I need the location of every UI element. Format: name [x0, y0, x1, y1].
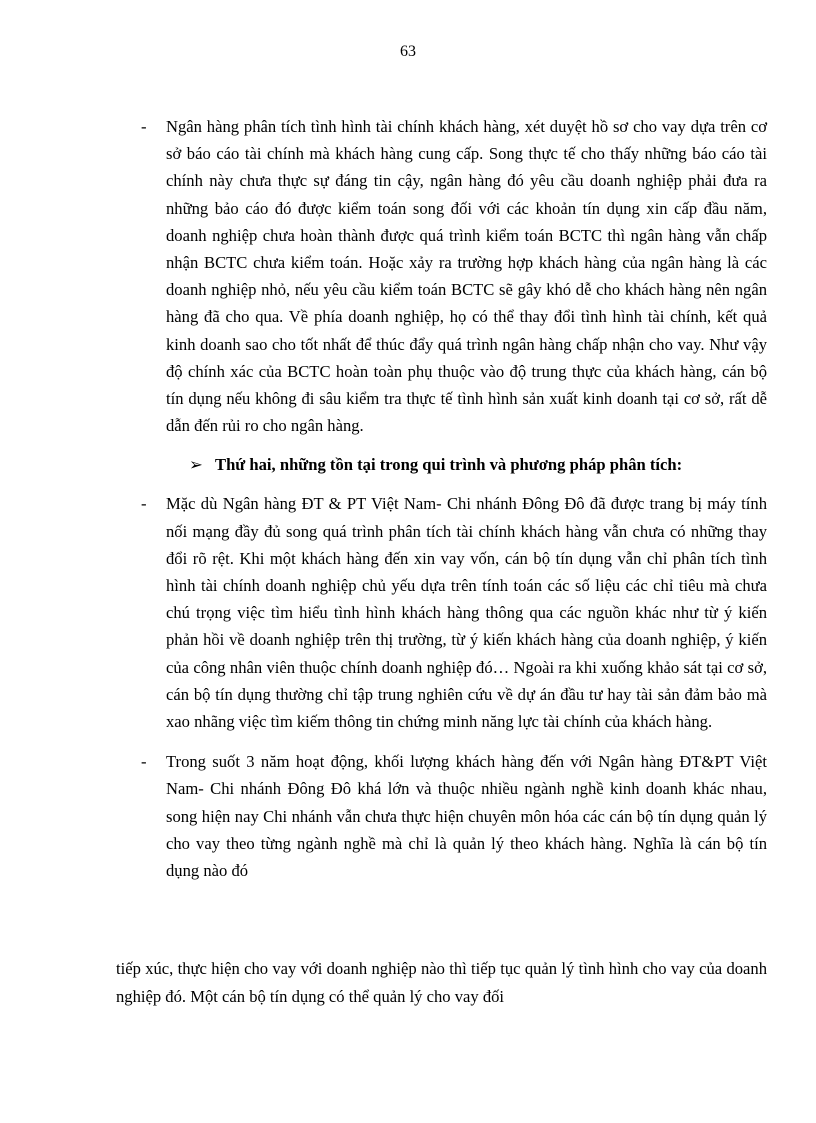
bullet-dash: -	[141, 494, 147, 514]
page-body	[141, 113, 767, 897]
paragraph-text: Ngân hàng phân tích tình hình tài chính khách hàng, xét duyệt hồ sơ cho vay dựa trên cơ sở báo cáo tài chính mà khách hàng cung cấp. Song thực tế cho thấy những báo cáo tài chính này chưa thực sự đáng tin cậy, ngân hàng đó yêu cầu doanh nghiệp phải đưa ra những bảo cáo đó được kiểm toán song đối với các khoản tín dụng xin cấp đầu năm, doanh nghiệp chưa hoàn thành được quá trình kiểm toán BCTC thì ngân hàng vẫn chấp nhận BCTC chưa kiểm toán. Hoặc xảy ra trường hợp khách hàng của ngân hàng là các doanh nghiệp nhỏ, nếu yêu cầu kiểm toán BCTC sẽ gây khó dễ cho khách hàng nên ngân hàng đã cho qua. Về phía doanh nghiệp, họ có thể thay đổi tình hình tài chính, kết quả kinh doanh sao cho tốt nhất để thúc đẩy quá trình ngân hàng chấp nhận cho vay. Như vậy độ chính xác của BCTC hoàn toàn phụ thuộc vào độ trung thực của khách hàng, cán bộ tín dụng nếu không đi sâu kiểm tra thực tế tình hình sản xuất kinh doanh tại cơ sở, rất dễ dẫn đến rủi ro cho ngân hàng.	[166, 117, 767, 436]
paragraph-text: Mặc dù Ngân hàng ĐT & PT Việt Nam- Chi nhánh Đông Đô đã được trang bị máy tính nối mạng đầy đủ song quá trình phân tích tài chính khách hàng vẫn chưa có những thay đổi rõ rệt. Khi một khách hàng đến xin vay vốn, cán bộ tín dụng vẫn chỉ phân tích tình hình tài chính doanh nghiệp chủ yếu dựa trên tính toán các số liệu các chỉ tiêu mà chưa chú trọng việc tìm hiểu tình hình khách hàng thông qua các nguồn khác như từ ý kiến phản hồi về doanh nghiệp trên thị trường, từ ý kiến khách hàng của doanh nghiệp, ý kiến của công nhân viên thuộc chính doanh nghiệp đó… Ngoài ra khi xuống khảo sát tại cơ sở, cán bộ tín dụng thường chỉ tập trung nghiên cứu về dự án đầu tư hay tài sản đảm bảo mà xao nhãng việc tìm kiếm thông tin chứng minh năng lực tài chính của khách hàng.	[166, 494, 767, 732]
bullet-paragraph-2	[141, 490, 767, 735]
continuation-paragraph: tiếp xúc, thực hiện cho vay với doanh nghiệp nào thì tiếp tục quản lý tình hình cho vay của doanh nghiệp đó. Một cán bộ tín dụng có thể quản lý cho vay đối	[116, 959, 767, 1006]
section-heading	[141, 452, 767, 478]
arrow-bullet-icon: ➢	[189, 455, 203, 475]
heading-text: Thứ hai, những tồn tại trong qui trình và phương pháp phân tích:	[215, 455, 683, 475]
bullet-dash: -	[141, 117, 147, 136]
paragraph-text: Trong suốt 3 năm hoạt động, khối lượng khách hàng đến với Ngân hàng ĐT&PT Việt Nam- Chi nhánh Đông Đô khá lớn và thuộc nhiều ngành nghề kinh doanh khác nhau, song hiện nay Chi nhánh vẫn chưa thực hiện chuyên môn hóa các cán bộ tín dụng quản lý cho vay theo từng ngành nghề mà chỉ là quản lý theo khách hàng. Nghĩa là cán bộ tín dụng nào đó	[166, 752, 767, 881]
bullet-paragraph-1	[141, 113, 767, 439]
bullet-dash: -	[141, 752, 147, 772]
page-number: 63	[400, 43, 416, 60]
bullet-paragraph-3	[141, 748, 767, 884]
